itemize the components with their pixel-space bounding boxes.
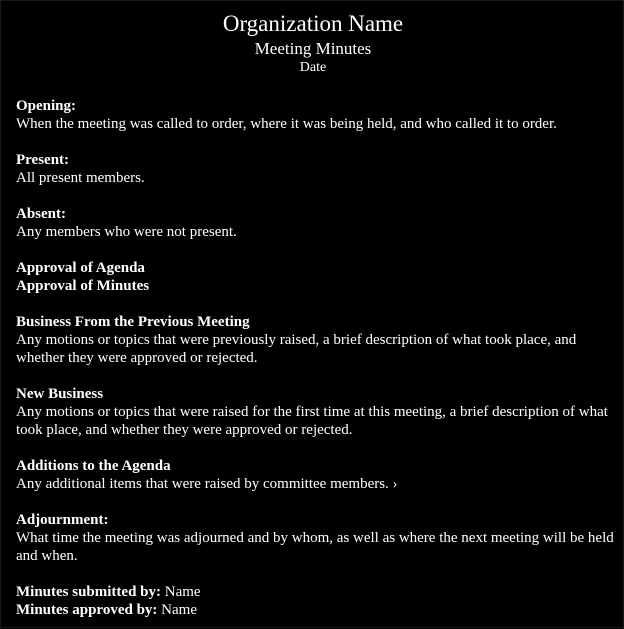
section-body: Any members who were not present. bbox=[16, 224, 237, 240]
section-body: What time the meeting was adjourned and by whom, as well as where the next meeting will be held and when. bbox=[16, 530, 614, 564]
approved-by-line bbox=[16, 601, 615, 619]
approved-by-label: Minutes approved by: bbox=[16, 602, 158, 618]
section-heading-minutes: Approval of Minutes bbox=[16, 278, 150, 294]
organization-name: Organization Name bbox=[222, 11, 404, 36]
section-heading: Business From the Previous Meeting bbox=[16, 314, 250, 330]
section-additions bbox=[16, 457, 615, 493]
section-heading: New Business bbox=[16, 386, 104, 402]
document-header bbox=[1, 1, 624, 77]
submitted-by-line bbox=[16, 583, 615, 601]
section-previous-business bbox=[16, 313, 615, 367]
section-heading: Adjournment: bbox=[16, 512, 109, 528]
document-body bbox=[16, 97, 615, 619]
section-body: Any motions or topics that were previously raised, a brief description of what took place, and whether they were approved or rejected. bbox=[16, 332, 577, 366]
section-heading: Opening: bbox=[16, 98, 77, 114]
section-heading-agenda: Approval of Agenda bbox=[16, 260, 145, 276]
section-opening bbox=[16, 97, 615, 133]
signatures bbox=[16, 583, 615, 619]
section-adjournment bbox=[16, 511, 615, 565]
submitted-by-value: Name bbox=[161, 584, 201, 600]
meeting-minutes-document bbox=[1, 1, 624, 629]
approved-by-value: Name bbox=[157, 602, 197, 618]
submitted-by-label: Minutes submitted by: bbox=[16, 584, 162, 600]
section-heading: Additions to the Agenda bbox=[16, 458, 171, 474]
section-heading: Present: bbox=[16, 152, 70, 168]
section-body: All present members. bbox=[16, 170, 145, 186]
section-body: Any additional items that were raised by committee members. › bbox=[16, 476, 398, 492]
document-subtitle: Meeting Minutes bbox=[254, 39, 372, 58]
meeting-date: Date bbox=[299, 60, 327, 75]
section-approvals bbox=[16, 259, 615, 295]
section-absent bbox=[16, 205, 615, 241]
section-new-business bbox=[16, 385, 615, 439]
section-heading: Absent: bbox=[16, 206, 67, 222]
section-present bbox=[16, 151, 615, 187]
section-body: When the meeting was called to order, where it was being held, and who called it to order. bbox=[16, 116, 557, 132]
section-body: Any motions or topics that were raised for the first time at this meeting, a brief description of what took place, and whether they were approved or rejected. bbox=[16, 404, 608, 438]
